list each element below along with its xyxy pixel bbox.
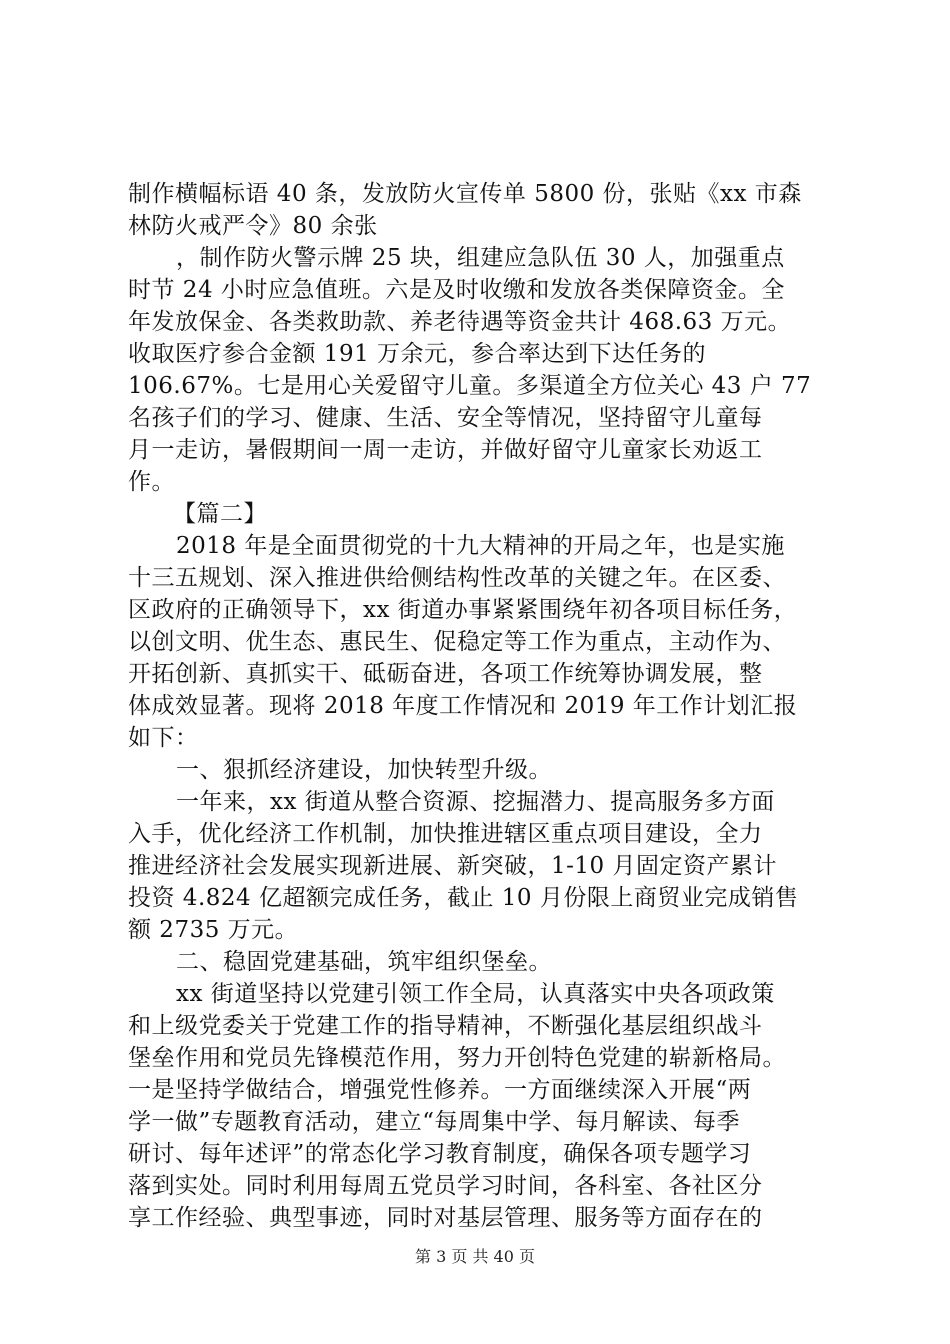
text-line: 一是坚持学做结合，增强党性修养。一方面继续深入开展“两 [128, 1077, 752, 1103]
text-line: 额 2735 万元。 [128, 917, 299, 943]
text-line: 收取医疗参合金额 191 万余元，参合率达到下达任务的 [128, 341, 707, 367]
section-heading: 【篇二】 [173, 501, 267, 527]
text-line: 研讨、每年述评”的常态化学习教育制度，确保各项专题学习 [128, 1141, 752, 1167]
text-line: 年发放保金、各类救助款、养老待遇等资金共计 468.63 万元。 [128, 309, 792, 335]
text-line: 制作横幅标语 40 条，发放防火宣传单 5800 份，张贴《xx 市森 [128, 181, 802, 207]
text-line: 开拓创新、真抓实干、砥砺奋进，各项工作统筹协调发展，整 [128, 661, 763, 687]
text-line: 如下： [128, 725, 199, 751]
text-line: 时节 24 小时应急值班。六是及时收缴和发放各类保障资金。全 [128, 277, 785, 303]
text-line: 十三五规划、深入推进供给侧结构性改革的关键之年。在区委、 [128, 565, 786, 591]
text-line: 林防火戒严令》80 余张 [128, 213, 378, 239]
text-line: 名孩子们的学习、健康、生活、安全等情况，坚持留守儿童每 [128, 405, 763, 431]
text-line: xx 街道坚持以党建引领工作全局，认真落实中央各项政策 [176, 981, 775, 1007]
text-line: 作。 [128, 469, 175, 495]
text-line: 入手，优化经济工作机制，加快推进辖区重点项目建设，全力 [128, 821, 763, 847]
text-line: 2018 年是全面贯彻党的十九大精神的开局之年，也是实施 [176, 533, 785, 559]
text-line: 推进经济社会发展实现新进展、新突破，1-10 月固定资产累计 [128, 853, 777, 879]
text-line: 月一走访，暑假期间一周一走访，并做好留守儿童家长劝返工 [128, 437, 763, 463]
text-line: 落到实处。同时利用每周五党员学习时间，各科室、各社区分 [128, 1173, 763, 1199]
section-heading: 一、狠抓经济建设，加快转型升级。 [176, 757, 552, 783]
page-number: 第 3 页 共 40 页 [415, 1247, 535, 1266]
text-line: 享工作经验、典型事迹，同时对基层管理、服务等方面存在的 [128, 1205, 763, 1231]
text-line: 以创文明、优生态、惠民生、促稳定等工作为重点，主动作为、 [128, 629, 786, 655]
text-line: 堡垒作用和党员先锋模范作用，努力开创特色党建的崭新格局。 [128, 1045, 786, 1071]
text-line: 投资 4.824 亿超额完成任务，截止 10 月份限上商贸业完成销售 [128, 885, 799, 911]
text-line: 体成效显著。现将 2018 年度工作情况和 2019 年工作计划汇报 [128, 693, 798, 719]
text-line: 106.67%。七是用心关爱留守儿童。多渠道全方位关心 43 户 77 [128, 373, 812, 399]
text-line: 和上级党委关于党建工作的指导精神，不断强化基层组织战斗 [128, 1013, 763, 1039]
text-line: ，制作防火警示牌 25 块，组建应急队伍 30 人，加强重点 [176, 245, 785, 271]
text-line: 区政府的正确领导下，xx 街道办事紧紧围绕年初各项目标任务， [128, 597, 798, 623]
section-heading: 二、稳固党建基础，筑牢组织堡垒。 [176, 949, 552, 975]
text-line: 学一做”专题教育活动，建立“每周集中学、每月解读、每季 [128, 1109, 741, 1135]
text-line: 一年来，xx 街道从整合资源、挖掘潜力、提高服务多方面 [176, 789, 775, 815]
